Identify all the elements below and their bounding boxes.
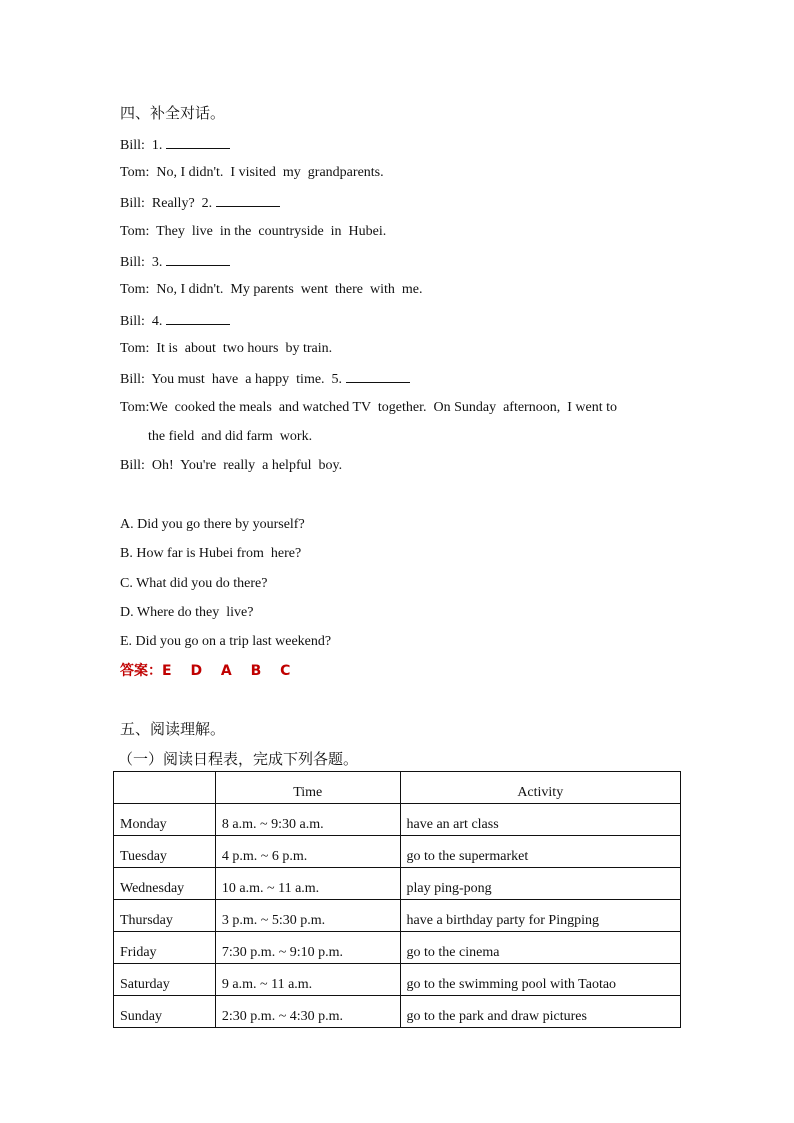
dialogue-line: Bill: Really? 2.: [120, 193, 280, 213]
table-cell-day: Wednesday: [114, 868, 216, 900]
dialogue-line: Bill: 4.: [120, 311, 230, 331]
table-cell-time: 9 a.m. ~ 11 a.m.: [215, 964, 400, 996]
table-row: [114, 868, 681, 900]
answer-blank-5: [346, 369, 410, 383]
option-b: B. How far is Hubei from here?: [120, 546, 302, 561]
answer-blank-2: [216, 193, 280, 207]
table-cell-time: 10 a.m. ~ 11 a.m.: [215, 868, 400, 900]
table-cell-day: Tuesday: [114, 836, 216, 868]
answer-blank-1: [166, 135, 230, 149]
option-a: A. Did you go there by yourself?: [120, 517, 305, 532]
answer-blank-4: [166, 311, 230, 325]
section5-title: 五、阅读理解。: [120, 720, 226, 738]
table-cell-day: Sunday: [114, 996, 216, 1028]
option-c: C. What did you do there?: [120, 576, 268, 591]
table-cell-activity: go to the supermarket: [400, 836, 680, 868]
table-row: [114, 964, 681, 996]
dialogue-line: Tom: No, I didn't. My parents went there with me.: [120, 282, 423, 297]
answer-letters: E D A B C: [162, 663, 292, 679]
dialogue-line: Tom: No, I didn't. I visited my grandparents.: [120, 165, 384, 180]
table-header-row: [114, 772, 681, 804]
answer-key: [120, 662, 291, 680]
table-cell-activity: go to the swimming pool with Taotao: [400, 964, 680, 996]
dialogue-line: the field and did farm work.: [120, 429, 313, 444]
table-cell-activity: go to the park and draw pictures: [400, 996, 680, 1028]
table-row: [114, 932, 681, 964]
table-cell-activity: go to the cinema: [400, 932, 680, 964]
table-cell-day: Saturday: [114, 964, 216, 996]
dialogue-line: Tom:We cooked the meals and watched TV together. On Sunday afternoon, I went to: [120, 400, 617, 415]
section4-title: 四、补全对话。: [120, 104, 226, 122]
table-cell-day: Monday: [114, 804, 216, 836]
table-cell-time: 2:30 p.m. ~ 4:30 p.m.: [215, 996, 400, 1028]
table-cell-activity: have an art class: [400, 804, 680, 836]
option-e: E. Did you go on a trip last weekend?: [120, 634, 332, 649]
answer-label: 答案：: [120, 663, 162, 679]
table-cell-activity: play ping-pong: [400, 868, 680, 900]
table-cell-time: 8 a.m. ~ 9:30 a.m.: [215, 804, 400, 836]
dialogue-line: Tom: It is about two hours by train.: [120, 341, 333, 356]
dialogue-line: Tom: They live in the countryside in Hubei.: [120, 224, 387, 239]
answer-blank-3: [166, 252, 230, 266]
table-cell-activity: have a birthday party for Pingping: [400, 900, 680, 932]
table-row: [114, 836, 681, 868]
table-cell-time: 3 p.m. ~ 5:30 p.m.: [215, 900, 400, 932]
dialogue-line: Bill: 3.: [120, 252, 230, 272]
option-d: D. Where do they live?: [120, 605, 254, 620]
table-row: [114, 900, 681, 932]
section5-subtitle: （一）阅读日程表，完成下列各题。: [118, 750, 359, 768]
dialogue-line: Bill: Oh! You're really a helpful boy.: [120, 458, 343, 473]
table-row: [114, 804, 681, 836]
table-header-cell: Time: [215, 772, 400, 804]
dialogue-line: Bill: You must have a happy time. 5.: [120, 369, 410, 389]
table-cell-time: 7:30 p.m. ~ 9:10 p.m.: [215, 932, 400, 964]
table-cell-time: 4 p.m. ~ 6 p.m.: [215, 836, 400, 868]
table-cell-day: Thursday: [114, 900, 216, 932]
table-header-cell: [114, 772, 216, 804]
table-row: [114, 996, 681, 1028]
dialogue-line: Bill: 1.: [120, 135, 230, 155]
table-cell-day: Friday: [114, 932, 216, 964]
schedule-table: [113, 771, 681, 1028]
table-header-cell: Activity: [400, 772, 680, 804]
